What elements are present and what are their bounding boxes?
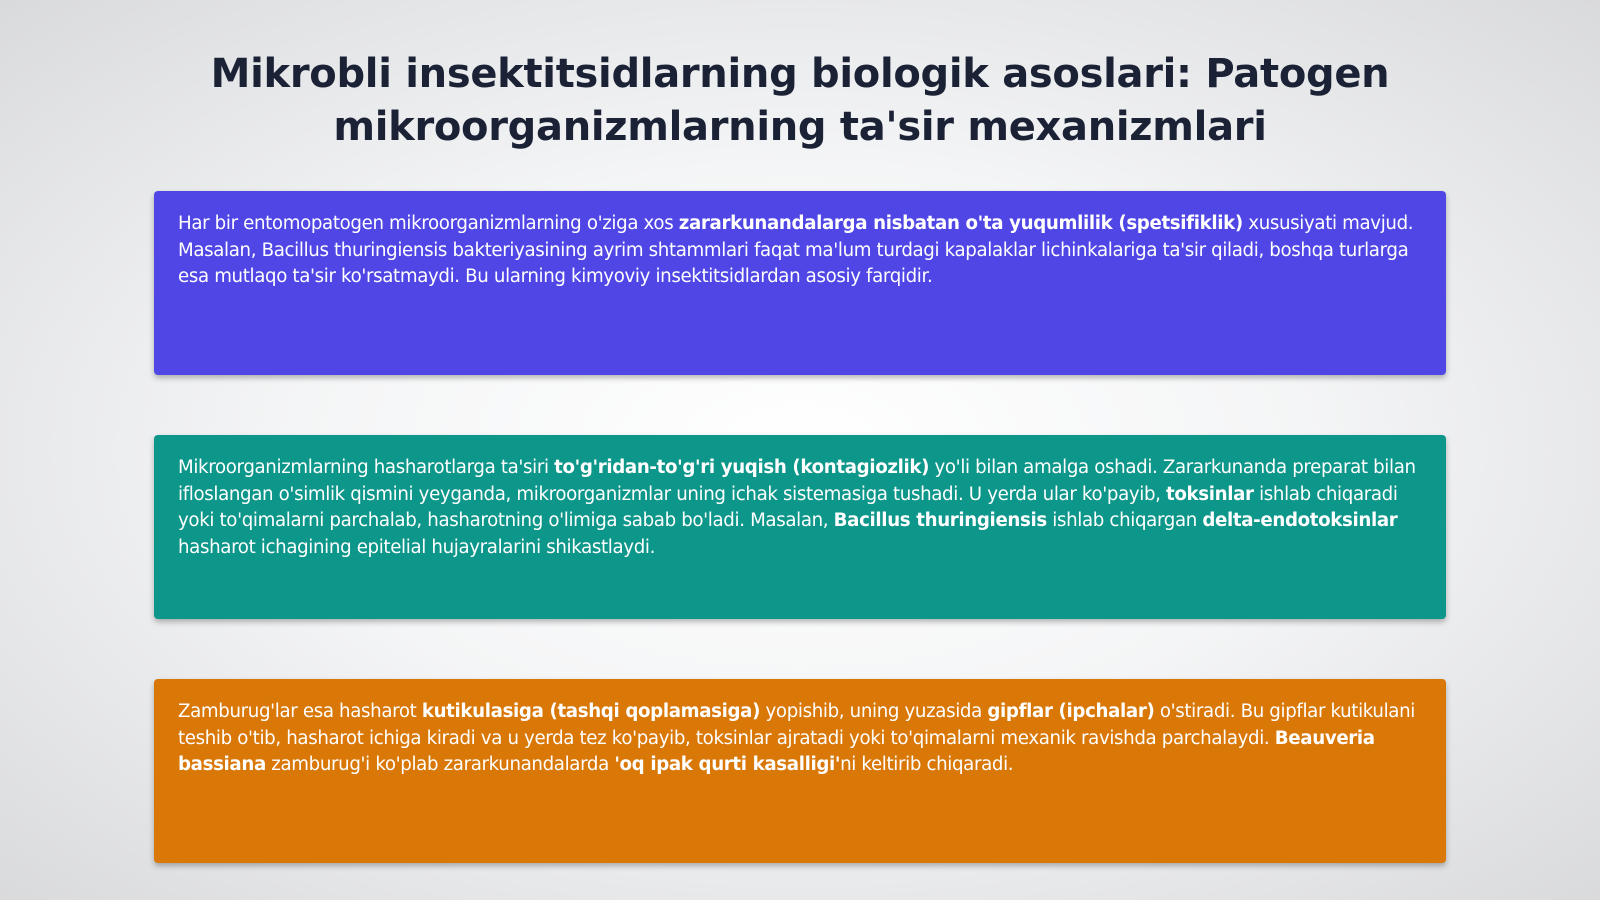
text-segment: ishlab chiqargan [1046, 510, 1203, 531]
text-segment: yo'li bilan amalga oshadi. Zararkunanda preparat bilan ifloslangan o'simlik qismini yeyganda, mikroorganizmlar uning ichak sistemasiga tushadi. U yerda ular ko'payib, [178, 457, 1416, 505]
bold-term: gipflar (ipchalar) [987, 701, 1155, 722]
text-segment: Har bir entomopatogen mikroorganizmlarning o'ziga xos [178, 213, 679, 234]
text-segment: xususiyati mavjud. Masalan, Bacillus thuringiensis bakteriyasining ayrim shtammlari faqat ma'lum turdagi kapalaklar lichinkalariga ta'sir qiladi, boshqa turlarga esa mutlaqo ta'sir ko'rsatmaydi. Bu ularning kimyoviy insektitsidlardan asosiy farqidir. [178, 213, 1414, 287]
card-text [178, 211, 1422, 291]
text-segment: Mikroorganizmlarning hasharotlarga ta'siri [178, 457, 555, 478]
card-text [178, 455, 1422, 561]
text-segment: ishlab chiqaradi yoki to'qimalarni parchalab, hasharotning o'limiga sabab bo'ladi. Masalan, [178, 483, 1398, 531]
bold-term: kutikulasiga (tashqi qoplamasiga) [421, 701, 761, 722]
info-card-fungi [154, 679, 1446, 863]
bold-term: Bacillus thuringiensis [833, 510, 1047, 531]
card-text [178, 699, 1422, 779]
text-segment: ni keltirib chiqaradi. [840, 754, 1014, 775]
bold-term: 'oq ipak qurti kasalligi' [614, 754, 841, 775]
info-card-contagion [154, 435, 1446, 619]
text-segment: hasharot ichagining epitelial hujayralarini shikastlaydi. [178, 536, 656, 558]
text-segment: yopishib, uning yuzasida [760, 701, 988, 722]
page-title: Mikrobli insektitsidlarning biologik asoslari: Patogen mikroorganizmlarning ta'sir mexanizmlari [210, 51, 1390, 150]
info-card-specificity [154, 191, 1446, 375]
text-segment: o'stiradi. Bu gipflar kutikulani teshib o'tib, hasharot ichiga kiradi va u yerda tez ko'payib, toksinlar ajratadi yoki to'qimalarni mexanik ravishda parchalaydi. [178, 701, 1415, 749]
bold-term: to'g'ridan-to'g'ri yuqish (kontagiozlik) [554, 457, 930, 478]
bold-term: Beauveria bassiana [178, 727, 1375, 775]
text-segment: zamburug'i ko'plab zararkunandalarda [265, 754, 615, 775]
bold-term: toksinlar [1166, 483, 1254, 505]
bold-term: zararkunandalarga nisbatan o'ta yuqumlilik (spetsifiklik) [678, 213, 1243, 234]
text-segment: Zamburug'lar esa hasharot [178, 701, 422, 722]
bold-term: delta-endotoksinlar [1202, 510, 1398, 531]
